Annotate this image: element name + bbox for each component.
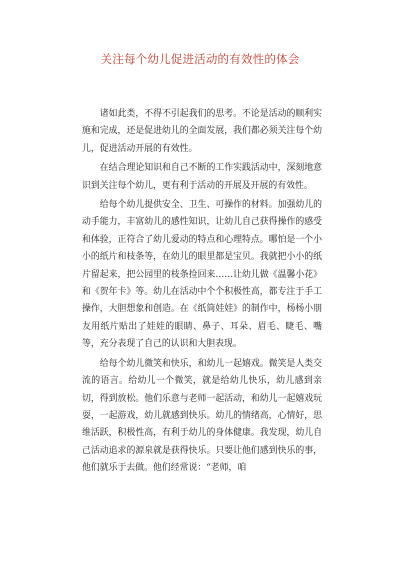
paragraph: 在结合理论知识和自己不断的工作实践活动中，深刻地意识到关注每个幼儿，更有利于活动的开展及开展的有效性。 [82,163,322,191]
document-body [82,106,322,480]
page-title: 关注每个幼儿促进活动的有效性的体会 [100,52,300,66]
paragraph: 给每个幼儿微笑和快乐，和幼儿一起嬉戏。微笑是人类交流的语言。给幼儿一个微笑，就是给幼儿快乐，幼儿感到亲切，得到放松。他们乐意与老师一起活动，和幼儿一起嬉戏玩耍，一起游戏，幼儿就感到快乐。幼儿的情绪高，心情好，思维活跃，积极性高，有利于幼儿的身体健康。我发现，幼儿自己活动追求的源泉就是获得快乐。只要让他们感到快乐的事，他们就乐于去做。他们经常说：“老师，咱 [82,358,322,474]
paragraph: 诸如此类，不得不引起我们的思考。不论是活动的顺利实施和完成，还是促进幼儿的全面发展，我们都必须关注每个幼儿，促进活动开展的有效性。 [82,109,322,154]
paragraph: 给每个幼儿提供安全、卫生、可操作的材料。加强幼儿的动手能力，丰富幼儿的感性知识，让幼儿自己获得操作的感受和体验，正符合了幼儿爱动的特点和心理特点。哪怕是一个小小的纸片和枝条等，在幼儿的眼里都是宝贝。我就把小小的纸片留起来，把公园里的枝条捡回来……让幼儿做《温馨小花》和《贺年卡》等。幼儿在活动中个个积极性高，都专注于手工操作，大胆想象和创造。在《纸筒娃娃》的制作中，杨杨小朋友用纸片贴出了娃娃的眼睛、鼻子、耳朵、眉毛、睫毛、嘴等，充分表现了自己的认识和大胆表现。 [82,200,322,350]
